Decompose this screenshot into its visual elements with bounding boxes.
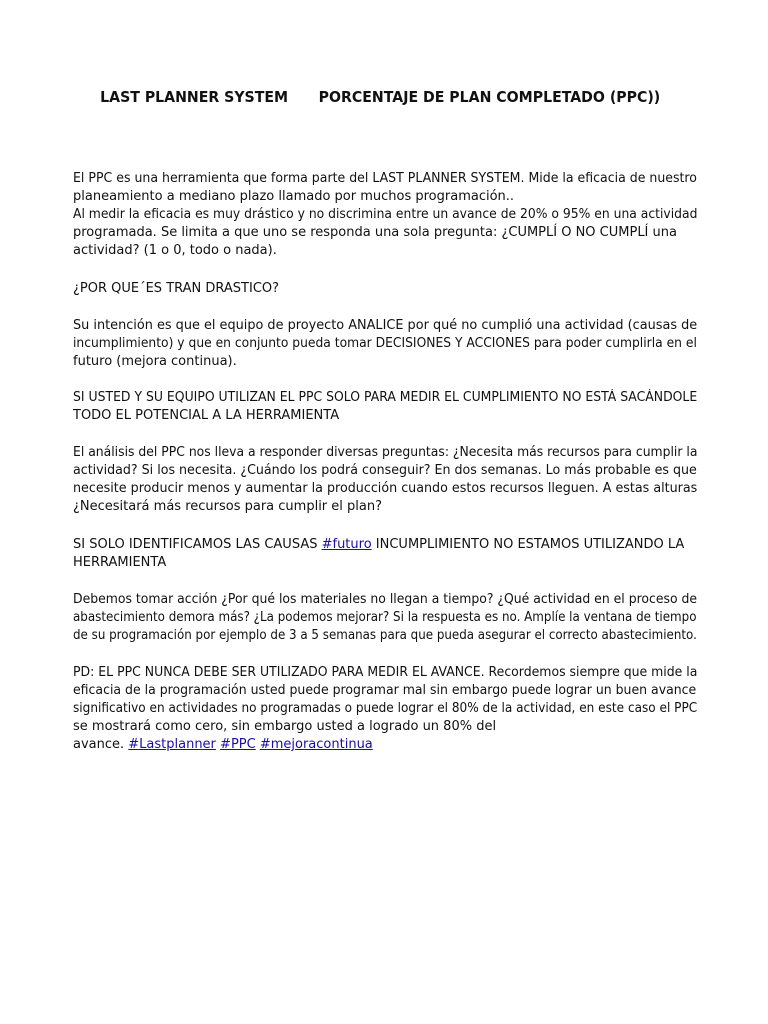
hashtag-ppc-link[interactable]: #PPC (220, 737, 256, 752)
paragraph-analysis-line: necesite producir menos y aumentar la producción cuando estos recursos lleguen. A estas alturas (73, 481, 698, 496)
paragraph-intro-line: actividad? (1 o 0, todo o nada). (73, 243, 277, 258)
postscript-text-end: avance. (73, 737, 129, 752)
paragraph-intention-line: futuro (mejora continua). (73, 354, 237, 369)
paragraph-intro-line: programada. Se limita a que uno se responda una sola pregunta: ¿CUMPLÍ O NO CUMPLÍ una (73, 225, 677, 240)
paragraph-intro-line: Al medir la eficacia es muy drástico y no discrimina entre un avance de 20% o 95% en una actividad (73, 207, 698, 222)
paragraph-intro-line: planeamiento a mediano plazo llamado por muchos programación.. (73, 189, 515, 204)
document-title (0, 86, 768, 108)
question-heading: ¿POR QUE´ES TRAN DRASTICO? (73, 281, 280, 296)
paragraph-analysis-line: ¿Necesitará más recursos para cumplir el plan? (73, 499, 382, 514)
paragraph-intro-line: El PPC es una herramienta que forma parte del LAST PLANNER SYSTEM. Mide la eficacia de nuestro (73, 171, 697, 186)
hashtag-mejoracontinua-link[interactable]: #mejoracontinua (259, 737, 373, 752)
causes-text-end: INCUMPLIMIENTO NO ESTAMOS UTILIZANDO LA (371, 537, 685, 552)
paragraph-postscript-line: PD: EL PPC NUNCA DEBE SER UTILIZADO PARA MEDIR EL AVANCE. Recordemos siempre que mide la (73, 665, 698, 680)
paragraph-causes-line (73, 536, 684, 554)
paragraph-postscript-line: significativo en actividades no programadas o puede lograr el 80% de la actividad, en este caso el PPC (73, 701, 698, 716)
hashtag-lastplanner-link[interactable]: #Lastplanner (128, 737, 216, 752)
paragraph-intention-line: Su intención es que el equipo de proyecto ANALICE por qué no cumplió una actividad (causas de (73, 318, 698, 333)
paragraph-action-line: Debemos tomar acción ¿Por qué los materiales no llegan a tiempo? ¿Qué actividad en el proceso de (73, 592, 698, 607)
hashtag-futuro-link[interactable]: #futuro (321, 537, 372, 552)
paragraph-postscript-line (73, 736, 373, 754)
paragraph-action-line: abastecimiento demora más? ¿La podemos mejorar? Si la respuesta es no. Amplíe la ventana de tiempo (73, 610, 697, 625)
title-line-2: PORCENTAJE DE PLAN COMPLETADO (PPC)) (318, 88, 661, 106)
paragraph-analysis-line: El análisis del PPC nos lleva a responder diversas preguntas: ¿Necesita más recursos para cumplir la (73, 445, 698, 460)
paragraph-action-line: de su programación por ejemplo de 3 a 5 semanas para que pueda asegurar el correcto abastecimiento. (73, 628, 697, 643)
paragraph-postscript-line: se mostrará como cero, sin embargo usted a logrado un 80% del (73, 719, 497, 734)
causes-text-start: SI SOLO IDENTIFICAMOS LAS CAUSAS (73, 537, 322, 552)
paragraph-intention-line: incumplimiento) y que en conjunto pueda tomar DECISIONES Y ACCIONES para poder cumplirla en el (73, 336, 697, 351)
paragraph-warning-line: TODO EL POTENCIAL A LA HERRAMIENTA (73, 408, 340, 423)
paragraph-postscript-line: eficacia de la programación usted puede programar mal sin embargo puede lograr un buen avance (73, 683, 697, 698)
paragraph-warning-line: SI USTED Y SU EQUIPO UTILIZAN EL PPC SOLO PARA MEDIR EL CUMPLIMIENTO NO ESTÁ SACÁNDOLE (73, 390, 698, 405)
paragraph-causes-line: HERRAMIENTA (73, 555, 167, 570)
paragraph-analysis-line: actividad? Si los necesita. ¿Cuándo los podrá conseguir? En dos semanas. Lo más probable es que (73, 463, 697, 478)
title-line-1: LAST PLANNER SYSTEM (100, 88, 288, 106)
